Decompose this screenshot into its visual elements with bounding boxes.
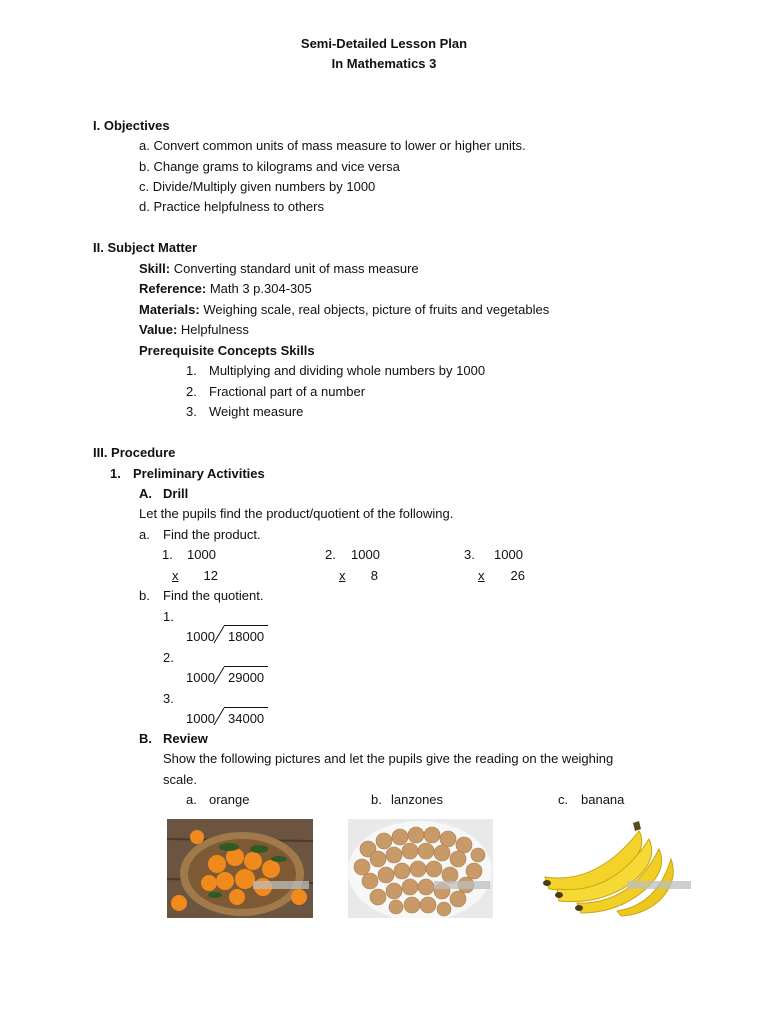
- product-bottom-line: [172, 568, 219, 584]
- objective-item: a. Convert common units of mass measure to lower or higher units.: [139, 138, 526, 153]
- prereq-item: Fractional part of a number: [209, 384, 366, 399]
- reference-line: [139, 281, 312, 297]
- product-top: 1000: [494, 547, 523, 562]
- objective-item: c. Divide/Multiply given numbers by 1000: [139, 179, 376, 194]
- skill-value: Converting standard unit of mass measure: [173, 261, 419, 276]
- reference-value: Math 3 p.304-305: [209, 281, 312, 296]
- objective-item: d. Practice helpfulness to others: [139, 199, 324, 214]
- watermark-bar: [253, 881, 309, 889]
- materials-value: Weighing scale, real objects, picture of fruits and vegetables: [203, 302, 550, 317]
- review-instruction: Show the following pictures and let the pupils give the reading on the weighing: [163, 751, 614, 766]
- procedure-heading: III. Procedure: [93, 445, 176, 460]
- watermark-bar: [627, 881, 691, 889]
- product-operator: x: [172, 568, 179, 583]
- skill-label: Skill:: [139, 261, 171, 276]
- prereq-heading: Prerequisite Concepts Skills: [139, 343, 315, 358]
- banana-picture: [527, 819, 695, 918]
- fruit-letter: c.: [558, 792, 569, 807]
- drill-letter: A.: [139, 486, 152, 501]
- product-number: 2.: [325, 547, 336, 562]
- lanzones-picture: [348, 819, 493, 918]
- orange-picture: [167, 819, 313, 918]
- value-value: Helpfulness: [180, 322, 249, 337]
- review-letter: B.: [139, 731, 152, 746]
- fruit-label: lanzones: [391, 792, 444, 807]
- document-title: Semi-Detailed Lesson Plan: [300, 36, 468, 51]
- prereq-number: 3.: [186, 404, 197, 419]
- materials-label: Materials:: [139, 302, 200, 317]
- quotient-divisor: 1000: [186, 711, 215, 726]
- objectives-heading: I. Objectives: [93, 118, 170, 133]
- fruit-label: orange: [209, 792, 250, 807]
- quotient-label: Find the quotient.: [163, 588, 264, 603]
- materials-line: [139, 302, 549, 318]
- product-bottom-line: [478, 568, 526, 584]
- quotient-dividend: 29000: [224, 666, 268, 686]
- review-title: Review: [163, 731, 208, 746]
- fruit-letter: a.: [186, 792, 197, 807]
- quotient-dividend: 18000: [224, 625, 268, 645]
- quotient-number: 2.: [163, 650, 174, 665]
- product-number: 3.: [464, 547, 475, 562]
- fruit-letter: b.: [371, 792, 382, 807]
- quotient-number: 1.: [163, 609, 174, 624]
- reference-label: Reference:: [139, 281, 207, 296]
- prereq-number: 1.: [186, 363, 197, 378]
- product-bottom: 8: [370, 568, 378, 583]
- product-bottom: 12: [203, 568, 218, 583]
- product-top: 1000: [351, 547, 380, 562]
- value-label: Value:: [139, 322, 178, 337]
- product-number: 1.: [162, 547, 173, 562]
- review-instruction: scale.: [163, 772, 197, 787]
- step-number: 1.: [110, 466, 121, 481]
- quotient-dividend: 34000: [224, 707, 268, 727]
- drill-instruction: Let the pupils find the product/quotient of the following.: [139, 506, 454, 521]
- product-letter: a.: [139, 527, 150, 542]
- prereq-item: Weight measure: [209, 404, 304, 419]
- product-bottom-line: [339, 568, 379, 584]
- drill-title: Drill: [163, 486, 189, 501]
- document-subtitle: In Mathematics 3: [331, 56, 437, 71]
- product-bottom: 26: [510, 568, 525, 583]
- product-operator: x: [339, 568, 346, 583]
- product-label: Find the product.: [163, 527, 261, 542]
- product-operator: x: [478, 568, 485, 583]
- fruit-label: banana: [581, 792, 625, 807]
- skill-line: [139, 261, 419, 277]
- step-title: Preliminary Activities: [133, 466, 265, 481]
- quotient-divisor: 1000: [186, 629, 215, 644]
- quotient-letter: b.: [139, 588, 150, 603]
- prereq-number: 2.: [186, 384, 197, 399]
- quotient-divisor: 1000: [186, 670, 215, 685]
- value-line: [139, 322, 249, 338]
- subject-matter-heading: II. Subject Matter: [93, 240, 198, 255]
- prereq-item: Multiplying and dividing whole numbers by 1000: [209, 363, 486, 378]
- quotient-number: 3.: [163, 691, 174, 706]
- objective-item: b. Change grams to kilograms and vice versa: [139, 159, 400, 174]
- product-top: 1000: [187, 547, 216, 562]
- watermark-bar: [434, 881, 490, 889]
